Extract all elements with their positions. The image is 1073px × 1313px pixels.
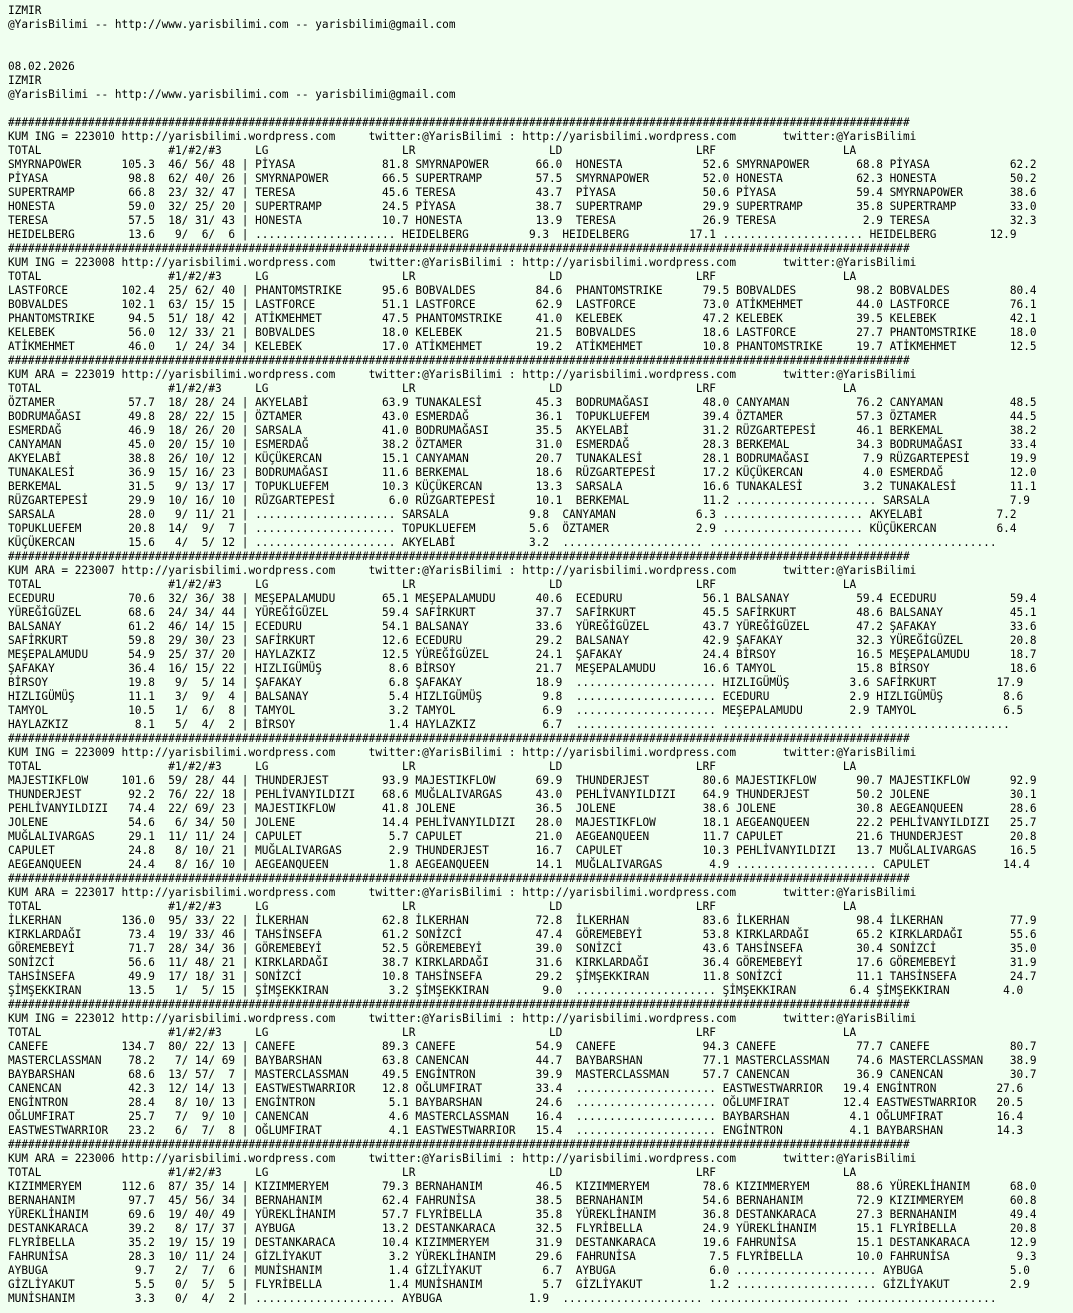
date-line: 08.02.2026 (8, 60, 75, 73)
table-row: HIZLIGÜMÜŞ 11.1 3/ 9/ 4 | BALSANAY 5.4 HIZLIGÜMÜŞ 9.8 ..................... ECEDURU 2.9 HIZLIGÜMÜŞ 8.6 (8, 690, 1024, 703)
separator-line: ####################################################################################################################################### (8, 116, 910, 129)
table-row: BERNAHANIM 97.7 45/ 56/ 34 | BERNAHANIM 62.4 FAHRUNİSA 38.5 BERNAHANIM 54.6 BERNAHANIM 72.9 KIZIMMERYEM 60.8 (8, 1194, 1037, 1207)
table-row: MUNİSHANIM 3.3 0/ 4/ 2 | ..................... AYBUGA 1.9 ..................... ..................... ..................... (8, 1292, 997, 1305)
table-row: TAHSİNSEFA 49.9 17/ 18/ 31 | SONİZCİ 10.8 TAHSİNSEFA 29.2 ŞİMŞEKKIRAN 11.8 SONİZCİ 11.1 TAHSİNSEFA 24.7 (8, 970, 1037, 983)
table-row: AYBUGA 9.7 2/ 7/ 6 | MUNİSHANIM 1.4 GİZLİYAKUT 6.7 AYBUGA 6.0 ..................... AYBUGA 5.0 (8, 1264, 1030, 1277)
table-row: SONİZCİ 56.6 11/ 48/ 21 | KIRKLARDAĞI 38.7 KIRKLARDAĞI 31.6 KIRKLARDAĞI 36.4 GÖREMEBEYİ 17.6 GÖREMEBEYİ 31.9 (8, 956, 1037, 969)
city-line: IZMIR (8, 74, 42, 87)
race-title: KUM ING = 223010 http://yarisbilimi.wordpress.com twitter:@YarisBilimi : http://yarisbilimi.wordpress.com twitter:@YarisBilimi (8, 130, 917, 143)
blank-line (8, 32, 1073, 46)
separator-line: ####################################################################################################################################### (8, 242, 910, 255)
column-header: TOTAL #1/#2/#3 LG LR LD LRF LA (8, 382, 857, 395)
race-section (8, 1138, 1073, 1306)
city-line: IZMIR (8, 4, 42, 17)
table-row: BAYBARSHAN 68.6 13/ 57/ 7 | MASTERCLASSMAN 49.5 ENGİNTRON 39.9 MASTERCLASSMAN 57.7 CANENCAN 36.9 CANENCAN 30.7 (8, 1068, 1037, 1081)
table-row: TOPUKLUEFEM 20.8 14/ 9/ 7 | ..................... TOPUKLUEFEM 5.6 ÖZTAMER 2.9 ..................... KÜÇÜKERCAN 6.4 (8, 522, 1017, 535)
table-row: BOBVALDES 102.1 63/ 15/ 15 | LASTFORCE 51.1 LASTFORCE 62.9 LASTFORCE 73.0 ATİKMEHMET 44.0 LASTFORCE 76.1 (8, 298, 1037, 311)
table-row: HONESTA 59.0 32/ 25/ 20 | SUPERTRAMP 24.5 PİYASA 38.7 SUPERTRAMP 29.9 SUPERTRAMP 35.8 SUPERTRAMP 33.0 (8, 200, 1037, 213)
table-row: JOLENE 54.6 6/ 34/ 50 | JOLENE 14.4 PEHLİVANYILDIZI 28.0 MAJESTIKFLOW 18.1 AEGEANQUEEN 22.2 PEHLİVANYILDIZI 25.7 (8, 816, 1037, 829)
table-row: ENGİNTRON 28.4 8/ 10/ 13 | ENGİNTRON 5.1 BAYBARSHAN 24.6 ..................... OĞLUMFIRAT 12.4 EASTWESTWARRIOR 20.5 (8, 1096, 1024, 1109)
table-row: SARSALA 28.0 9/ 11/ 21 | ..................... SARSALA 9.8 CANYAMAN 6.3 ..................... AKYELABİ 7.2 (8, 508, 1017, 521)
table-row: KIZIMMERYEM 112.6 87/ 35/ 14 | KIZIMMERYEM 79.3 BERNAHANIM 46.5 KIZIMMERYEM 78.6 KIZIMMERYEM 88.6 YÜREKLİHANIM 68.0 (8, 1180, 1037, 1193)
race-section (8, 116, 1073, 242)
race-title: KUM ARA = 223017 http://yarisbilimi.wordpress.com twitter:@YarisBilimi : http://yarisbilimi.wordpress.com twitter:@YarisBilimi (8, 886, 917, 899)
table-row: CANYAMAN 45.0 20/ 15/ 10 | ESMERDAĞ 38.2 ÖZTAMER 31.0 ESMERDAĞ 28.3 BERKEMAL 34.3 BODRUMAĞASI 33.4 (8, 438, 1037, 451)
table-row: KELEBEK 56.0 12/ 33/ 21 | BOBVALDES 18.0 KELEBEK 21.5 BOBVALDES 18.6 LASTFORCE 27.7 PHANTOMSTRIKE 18.0 (8, 326, 1037, 339)
table-row: FAHRUNİSA 28.3 10/ 11/ 24 | GİZLİYAKUT 3.2 YÜREKLİHANIM 29.6 FAHRUNİSA 7.5 FLYRİBELLA 10.0 FAHRUNİSA 9.3 (8, 1250, 1037, 1263)
table-row: ESMERDAĞ 46.9 18/ 26/ 20 | SARSALA 41.0 BODRUMAĞASI 35.5 AKYELABİ 31.2 RÜZGARTEPESİ 46.1 BERKEMAL 38.2 (8, 424, 1037, 437)
table-row: RÜZGARTEPESİ 29.9 10/ 16/ 10 | RÜZGARTEPESİ 6.0 RÜZGARTEPESİ 10.1 BERKEMAL 11.2 ..................... SARSALA 7.9 (8, 494, 1030, 507)
table-row: YÜREKLİHANIM 69.6 19/ 40/ 49 | YÜREKLİHANIM 57.7 FLYRİBELLA 35.8 YÜREKLİHANIM 36.8 DESTANKARACA 27.3 BERNAHANIM 49.4 (8, 1208, 1037, 1221)
table-row: ÖZTAMER 57.7 18/ 28/ 24 | AKYELABİ 63.9 TUNAKALESİ 45.3 BODRUMAĞASI 48.0 CANYAMAN 76.2 CANYAMAN 48.5 (8, 396, 1037, 409)
table-row: ECEDURU 70.6 32/ 36/ 38 | MEŞEPALAMUDU 65.1 MEŞEPALAMUDU 40.6 ECEDURU 56.1 BALSANAY 59.4 ECEDURU 59.4 (8, 592, 1037, 605)
column-header: TOTAL #1/#2/#3 LG LR LD LRF LA (8, 1166, 857, 1179)
table-row: ŞAFAKAY 36.4 16/ 15/ 22 | HIZLIGÜMÜŞ 8.6 BİRSOY 21.7 MEŞEPALAMUDU 16.6 TAMYOL 15.8 BİRSOY 18.6 (8, 662, 1037, 675)
separator-line: ####################################################################################################################################### (8, 872, 910, 885)
column-header: TOTAL #1/#2/#3 LG LR LD LRF LA (8, 270, 857, 283)
column-header: TOTAL #1/#2/#3 LG LR LD LRF LA (8, 900, 857, 913)
race-title: KUM ING = 223009 http://yarisbilimi.wordpress.com twitter:@YarisBilimi : http://yarisbilimi.wordpress.com twitter:@YarisBilimi (8, 746, 917, 759)
table-row: KIRKLARDAĞI 73.4 19/ 33/ 46 | TAHSİNSEFA 61.2 SONİZCİ 47.4 GÖREMEBEYİ 53.8 KIRKLARDAĞI 65.2 KIRKLARDAĞI 55.6 (8, 928, 1037, 941)
race-section (8, 242, 1073, 354)
separator-line: ####################################################################################################################################### (8, 1138, 910, 1151)
race-title: KUM ING = 223008 http://yarisbilimi.wordpress.com twitter:@YarisBilimi : http://yarisbilimi.wordpress.com twitter:@YarisBilimi (8, 256, 917, 269)
table-row: DESTANKARACA 39.2 8/ 17/ 37 | AYBUGA 13.2 DESTANKARACA 32.5 FLYRİBELLA 24.9 YÜREKLİHANIM 15.1 FLYRİBELLA 20.8 (8, 1222, 1037, 1235)
table-row: TUNAKALESİ 36.9 15/ 16/ 23 | BODRUMAĞASI 11.6 BERKEMAL 18.6 RÜZGARTEPESİ 17.2 KÜÇÜKERCAN 4.0 ESMERDAĞ 12.0 (8, 466, 1037, 479)
table-row: CAPULET 24.8 8/ 10/ 21 | MUĞLALIVARGAS 2.9 THUNDERJEST 16.7 CAPULET 10.3 PEHLİVANYILDIZI 13.7 MUĞLALIVARGAS 16.5 (8, 844, 1037, 857)
table-row: SMYRNAPOWER 105.3 46/ 56/ 48 | PİYASA 81.8 SMYRNAPOWER 66.0 HONESTA 52.6 SMYRNAPOWER 68.8 PİYASA 62.2 (8, 158, 1037, 171)
race-title: KUM ARA = 223006 http://yarisbilimi.wordpress.com twitter:@YarisBilimi : http://yarisbilimi.wordpress.com twitter:@YarisBilimi (8, 1152, 917, 1165)
table-row: CANEFE 134.7 80/ 22/ 13 | CANEFE 89.3 CANEFE 54.9 CANEFE 94.3 CANEFE 77.7 CANEFE 80.7 (8, 1040, 1037, 1053)
column-header: TOTAL #1/#2/#3 LG LR LD LRF LA (8, 1026, 857, 1039)
blank-line (8, 46, 1073, 60)
table-row: SAFİRKURT 59.8 29/ 30/ 23 | SAFİRKURT 12.6 ECEDURU 29.2 BALSANAY 42.9 ŞAFAKAY 32.3 YÜREĞİGÜZEL 20.8 (8, 634, 1037, 647)
separator-line: ####################################################################################################################################### (8, 998, 910, 1011)
table-row: PİYASA 98.8 62/ 40/ 26 | SMYRNAPOWER 66.5 SUPERTRAMP 57.5 SMYRNAPOWER 52.0 HONESTA 62.3 HONESTA 50.2 (8, 172, 1037, 185)
race-section (8, 872, 1073, 998)
contact-line: @YarisBilimi -- http://www.yarisbilimi.com -- yarisbilimi@gmail.com (8, 18, 456, 31)
table-row: İLKERHAN 136.0 95/ 33/ 22 | İLKERHAN 62.8 İLKERHAN 72.8 İLKERHAN 83.6 İLKERHAN 98.4 İLKERHAN 77.9 (8, 914, 1037, 927)
table-row: PEHLİVANYILDIZI 74.4 22/ 69/ 23 | MAJESTIKFLOW 41.8 JOLENE 36.5 JOLENE 38.6 JOLENE 30.8 AEGEANQUEEN 28.6 (8, 802, 1037, 815)
race-sections (8, 116, 1073, 1306)
separator-line: ####################################################################################################################################### (8, 732, 910, 745)
table-row: AKYELABİ 38.8 26/ 10/ 12 | KÜÇÜKERCAN 15.1 CANYAMAN 20.7 TUNAKALESİ 28.1 BODRUMAĞASI 7.9 RÜZGARTEPESİ 19.9 (8, 452, 1037, 465)
table-row: THUNDERJEST 92.2 76/ 22/ 18 | PEHLİVANYILDIZI 68.6 MUĞLALIVARGAS 43.0 PEHLİVANYILDIZI 64.9 THUNDERJEST 50.2 JOLENE 30.1 (8, 788, 1037, 801)
table-row: CANENCAN 42.3 12/ 14/ 13 | EASTWESTWARRIOR 12.8 OĞLUMFIRAT 33.4 ..................... EASTWESTWARRIOR 19.4 ENGİNTRON 27.6 (8, 1082, 1024, 1095)
race-title: KUM ING = 223012 http://yarisbilimi.wordpress.com twitter:@YarisBilimi : http://yarisbilimi.wordpress.com twitter:@YarisBilimi (8, 1012, 917, 1025)
table-row: LASTFORCE 102.4 25/ 62/ 40 | PHANTOMSTRIKE 95.6 BOBVALDES 84.6 PHANTOMSTRIKE 79.5 BOBVALDES 98.2 BOBVALDES 80.4 (8, 284, 1037, 297)
separator-line: ####################################################################################################################################### (8, 550, 910, 563)
table-row: GİZLİYAKUT 5.5 0/ 5/ 5 | FLYRİBELLA 1.4 MUNİSHANIM 5.7 GİZLİYAKUT 1.2 ..................... GİZLİYAKUT 2.9 (8, 1278, 1030, 1291)
race-title: KUM ARA = 223007 http://yarisbilimi.wordpress.com twitter:@YarisBilimi : http://yarisbilimi.wordpress.com twitter:@YarisBilimi (8, 564, 917, 577)
race-section (8, 732, 1073, 872)
column-header: TOTAL #1/#2/#3 LG LR LD LRF LA (8, 760, 857, 773)
table-row: BİRSOY 19.8 9/ 5/ 14 | ŞAFAKAY 6.8 ŞAFAKAY 18.9 ..................... HIZLIGÜMÜŞ 3.6 SAFİRKURT 17.9 (8, 676, 1024, 689)
table-row: MEŞEPALAMUDU 54.9 25/ 37/ 20 | HAYLAZKIZ 12.5 YÜREĞİGÜZEL 24.1 ŞAFAKAY 24.4 BİRSOY 16.5 MEŞEPALAMUDU 18.7 (8, 648, 1037, 661)
table-row: TERESA 57.5 18/ 31/ 43 | HONESTA 10.7 HONESTA 13.9 TERESA 26.9 TERESA 2.9 TERESA 32.3 (8, 214, 1037, 227)
table-row: SUPERTRAMP 66.8 23/ 32/ 47 | TERESA 45.6 TERESA 43.7 PİYASA 50.6 PİYASA 59.4 SMYRNAPOWER 38.6 (8, 186, 1037, 199)
table-row: MUĞLALIVARGAS 29.1 11/ 11/ 24 | CAPULET 5.7 CAPULET 21.0 AEGEANQUEEN 11.7 CAPULET 21.6 THUNDERJEST 20.8 (8, 830, 1037, 843)
contact-line: @YarisBilimi -- http://www.yarisbilimi.com -- yarisbilimi@gmail.com (8, 88, 456, 101)
table-row: EASTWESTWARRIOR 23.2 6/ 7/ 8 | OĞLUMFIRAT 4.1 EASTWESTWARRIOR 15.4 ..................... ENGİNTRON 4.1 BAYBARSHAN 14.3 (8, 1124, 1024, 1137)
column-header: TOTAL #1/#2/#3 LG LR LD LRF LA (8, 144, 857, 157)
table-row: PHANTOMSTRIKE 94.5 51/ 18/ 42 | ATİKMEHMET 47.5 PHANTOMSTRIKE 41.0 KELEBEK 47.2 KELEBEK 39.5 KELEBEK 42.1 (8, 312, 1037, 325)
table-row: MASTERCLASSMAN 78.2 7/ 14/ 69 | BAYBARSHAN 63.8 CANENCAN 44.7 BAYBARSHAN 77.1 MASTERCLASSMAN 74.6 MASTERCLASSMAN 38.9 (8, 1054, 1037, 1067)
race-section (8, 550, 1073, 732)
table-row: HAYLAZKIZ 8.1 5/ 4/ 2 | BİRSOY 1.4 HAYLAZKIZ 6.7 ..................... ..................... ..................... (8, 718, 1010, 731)
separator-line: ####################################################################################################################################### (8, 354, 910, 367)
table-row: BALSANAY 61.2 46/ 14/ 15 | ECEDURU 54.1 BALSANAY 33.6 YÜREĞİGÜZEL 43.7 YÜREĞİGÜZEL 47.2 ŞAFAKAY 33.6 (8, 620, 1037, 633)
table-row: TAMYOL 10.5 1/ 6/ 8 | TAMYOL 3.2 TAMYOL 6.9 ..................... MEŞEPALAMUDU 2.9 TAMYOL 6.5 (8, 704, 1024, 717)
table-row: HEIDELBERG 13.6 9/ 6/ 6 | ..................... HEIDELBERG 9.3 HEIDELBERG 17.1 ..................... HEIDELBERG 12.9 (8, 228, 1017, 241)
table-row: AEGEANQUEEN 24.4 8/ 16/ 10 | AEGEANQUEEN 1.8 AEGEANQUEEN 14.1 MUĞLALIVARGAS 4.9 ..................... CAPULET 14.4 (8, 858, 1030, 871)
column-header: TOTAL #1/#2/#3 LG LR LD LRF LA (8, 578, 857, 591)
race-section (8, 354, 1073, 550)
table-row: BODRUMAĞASI 49.8 28/ 22/ 15 | ÖZTAMER 43.0 ESMERDAĞ 36.1 TOPUKLUEFEM 39.4 ÖZTAMER 57.3 ÖZTAMER 44.5 (8, 410, 1037, 423)
race-section (8, 998, 1073, 1138)
table-row: ŞİMŞEKKIRAN 13.5 1/ 5/ 15 | ŞİMŞEKKIRAN 3.2 ŞİMŞEKKIRAN 9.0 ..................... ŞİMŞEKKIRAN 6.4 ŞİMŞEKKIRAN 4.0 (8, 984, 1024, 997)
table-row: BERKEMAL 31.5 9/ 13/ 17 | TOPUKLUEFEM 10.3 KÜÇÜKERCAN 13.3 SARSALA 16.6 TUNAKALESİ 3.2 TUNAKALESİ 11.1 (8, 480, 1037, 493)
table-row: KÜÇÜKERCAN 15.6 4/ 5/ 12 | ..................... AKYELABİ 3.2 ..................... ..................... ..................... (8, 536, 997, 549)
table-row: FLYRİBELLA 35.2 19/ 15/ 19 | DESTANKARACA 10.4 KIZIMMERYEM 31.9 DESTANKARACA 19.6 FAHRUNİSA 15.1 DESTANKARACA 12.9 (8, 1236, 1037, 1249)
table-row: YÜREĞİGÜZEL 68.6 24/ 34/ 44 | YÜREĞİGÜZEL 59.4 SAFİRKURT 37.7 SAFİRKURT 45.5 SAFİRKURT 48.6 BALSANAY 45.1 (8, 606, 1037, 619)
table-row: MAJESTIKFLOW 101.6 59/ 28/ 44 | THUNDERJEST 93.9 MAJESTIKFLOW 69.9 THUNDERJEST 80.6 MAJESTIKFLOW 90.7 MAJESTIKFLOW 92.9 (8, 774, 1037, 787)
table-row: GÖREMEBEYİ 71.7 28/ 34/ 36 | GÖREMEBEYİ 52.5 GÖREMEBEYİ 39.0 SONİZCİ 43.6 TAHSİNSEFA 30.4 SONİZCİ 35.0 (8, 942, 1037, 955)
table-row: OĞLUMFIRAT 25.7 7/ 9/ 10 | CANENCAN 4.6 MASTERCLASSMAN 16.4 ..................... BAYBARSHAN 4.1 OĞLUMFIRAT 16.4 (8, 1110, 1024, 1123)
table-row: ATİKMEHMET 46.0 1/ 24/ 34 | KELEBEK 17.0 ATİKMEHMET 19.2 ATİKMEHMET 10.8 PHANTOMSTRIKE 19.7 ATİKMEHMET 12.5 (8, 340, 1037, 353)
race-title: KUM ARA = 223019 http://yarisbilimi.wordpress.com twitter:@YarisBilimi : http://yarisbilimi.wordpress.com twitter:@YarisBilimi (8, 368, 917, 381)
blank-line (8, 102, 1073, 116)
